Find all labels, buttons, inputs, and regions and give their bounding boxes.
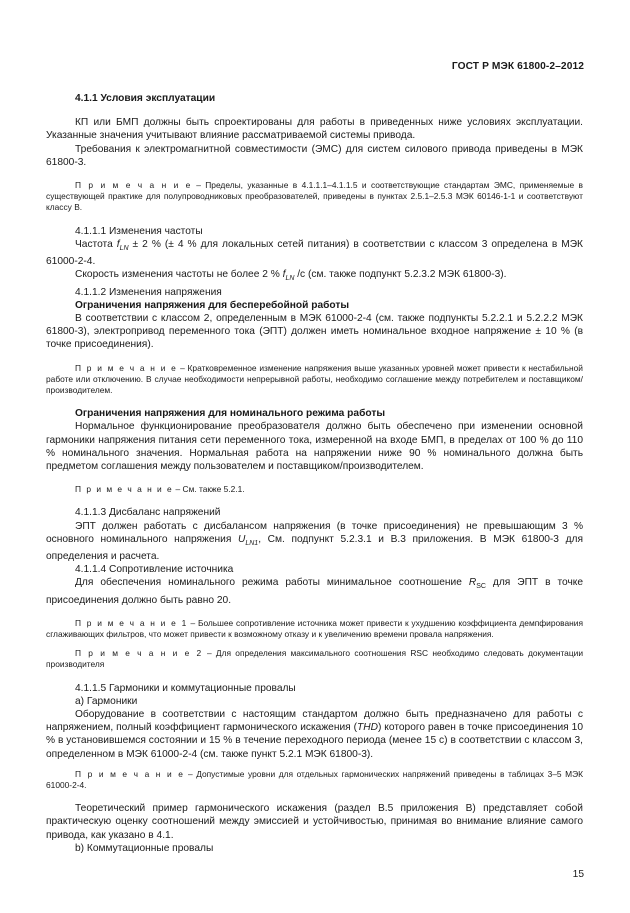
subsection-b: b) Коммутационные провалы: [75, 842, 214, 854]
text-run: Частота: [75, 238, 117, 250]
subsection-a: а) Гармоники: [75, 695, 138, 707]
note: [46, 769, 583, 791]
text-run: Оборудование в соответствии с настоящим стандартом должно быть предназначено для работы с напряжением, полный коэффициент гармонического искажения (: [46, 709, 583, 734]
text-run: /с (см. также подпункт 5.2.3.2 МЭК 61800-3).: [294, 269, 507, 281]
section-4-1-1-1-title: 4.1.1.1 Изменения частоты: [75, 225, 203, 237]
document-body: [46, 92, 583, 855]
text-run: ) которого равен в точке присоединения 10 % в установившемся состоянии и 15 % в течение переходного периода (менее 15 с) в соответствии с классом 3, определенном в МЭК 61000-2-4 (см. также пункт 5.2.1 МЭК 61800-3).: [46, 722, 583, 760]
note-text: – Большее сопротивление источника может привести к ухудшению коэффициента демпфирования сглаживающих фильтров, что может привести к возможному отказу и к увеличению времени провала напряжения.: [46, 617, 583, 640]
text-run: Для обеспечения номинального режима работы минимальное соотношение: [75, 577, 469, 589]
paragraph: [46, 520, 583, 564]
text-run: для ЭПТ в точке присоединения должно быть равно 20.: [46, 577, 583, 606]
note: [46, 648, 583, 670]
section-4-1-1-3-title: 4.1.1.3 Дисбаланс напряжений: [75, 507, 221, 519]
paragraph: КП или БМП должны быть спроектированы для работы в приведенных ниже условиях эксплуатации. Указанные значения учитывают влияние рассматриваемой системы привода.: [46, 117, 583, 142]
note-label: П р и м е ч а н и е: [75, 484, 174, 495]
symbol-u: U: [237, 533, 246, 545]
paragraph: Нормальное функционирование преобразователя должно быть обеспечено при изменении основной гармоники напряжения питания сети переменного тока, измеренной на входе БМП, в пределах от 100 % до 110 % номинального значения. Нормальная работа на напряжении ниже 90 % номинального должна быть предметом соглашения между пользователем и поставщиком/производителем.: [46, 421, 583, 472]
text-run: ЭПТ должен работать с дисбалансом напряжения (в точке присоединения) не превышающим 3 % основного номинального напряжения: [46, 520, 583, 545]
paragraph: [46, 708, 583, 761]
section-4-1-1-2-title: 4.1.1.2 Изменения напряжения: [75, 286, 222, 298]
section-4-1-1-4-title: 4.1.1.4 Сопротивление источника: [75, 564, 234, 576]
symbol-ln1: LN1: [245, 539, 259, 547]
paragraph: [46, 268, 583, 285]
standard-header: ГОСТ Р МЭК 61800-2–2012: [451, 61, 584, 72]
page-number: 15: [572, 869, 584, 880]
note: [46, 363, 583, 397]
paragraph: [46, 576, 583, 606]
subheading-nominal: Ограничения напряжения для номинального режима работы: [75, 408, 386, 420]
paragraph: [46, 238, 583, 268]
symbol-ln: LN: [119, 244, 129, 252]
symbol-r: R: [468, 577, 477, 589]
symbol-ln: LN: [285, 275, 295, 283]
text-run: ± 2 % (± 4 % для локальных сетей питания) в соответствии с классом 3 определена в МЭК 61000-2-4.: [46, 238, 583, 268]
text-run: Скорость изменения частоты не более 2 %: [75, 269, 283, 281]
symbol-thd: THD: [357, 722, 378, 734]
section-4-1-1-title: 4.1.1 Условия эксплуатации: [75, 93, 216, 104]
note-label: П р и м е ч а н и е: [75, 180, 192, 191]
note-text: – Пределы, указанные в 4.1.1.1–4.1.1.5 и соответствующие стандартам ЭМС, применяемые в существующей практике для полупроводниковых преобразователей, приведены в пунктах 2.5.1–2.5.3 МЭК 60146-1-1 и соответствуют классу В.: [46, 180, 583, 213]
note-label: П р и м е ч а н и е 1: [75, 617, 188, 628]
symbol-sc: SC: [476, 583, 486, 591]
note-label: П р и м е ч а н и е: [75, 768, 185, 779]
note-text: – См. также 5.2.1.: [173, 484, 245, 495]
subheading-ups: Ограничения напряжения для бесперебойной работы: [75, 299, 350, 311]
note: [46, 180, 583, 214]
note: [46, 484, 583, 495]
symbol-f: f: [282, 269, 286, 281]
note-text: – Кратковременное изменение напряжения выше указанных уровней может привести к нестабильной работе или отключению. В случае необходимости непрерывной работы, необходимо соглашение между потребителем и поставщиком/производителем.: [46, 362, 583, 395]
section-4-1-1-5-title: 4.1.1.5 Гармоники и коммутационные провалы: [75, 682, 296, 694]
paragraph: Теоретический пример гармонического искажения (раздел В.5 приложения В) представляет собой практическую оценку соотношений между эмиссией и устойчивостью, принимая во внимание влияние самого привода, как указано в 4.1.: [46, 803, 583, 841]
text-run: , См. подпункт 5.2.3.1 и В.3 приложения. В МЭК 61800-3 для определения и расчета.: [46, 533, 584, 562]
note: [46, 618, 583, 640]
note-text: – Допустимые уровни для отдельных гармонических напряжений приведены в таблицах 3–5 МЭК 61000-2-4.: [46, 768, 583, 791]
note-text: – Для определения максимального соотношения RSC необходимо следовать документации производителя: [46, 648, 583, 670]
paragraph: В соответствии с классом 2, определенным в МЭК 61000-2-4 (см. также подпункты 5.2.2.1 и 5.2.2.2 МЭК 61800-3), электропривод переменного тока (ЭПТ) должен иметь номинальное входное напряжение ± 10 % (в точке присоединения).: [46, 312, 583, 351]
symbol-f: f: [116, 238, 120, 250]
note-label: П р и м е ч а н и е: [75, 362, 178, 373]
paragraph: Требования к электромагнитной совместимости (ЭМС) для систем силового привода приведены в МЭК 61800-3.: [46, 143, 583, 168]
note-label: П р и м е ч а н и е 2: [75, 648, 203, 659]
